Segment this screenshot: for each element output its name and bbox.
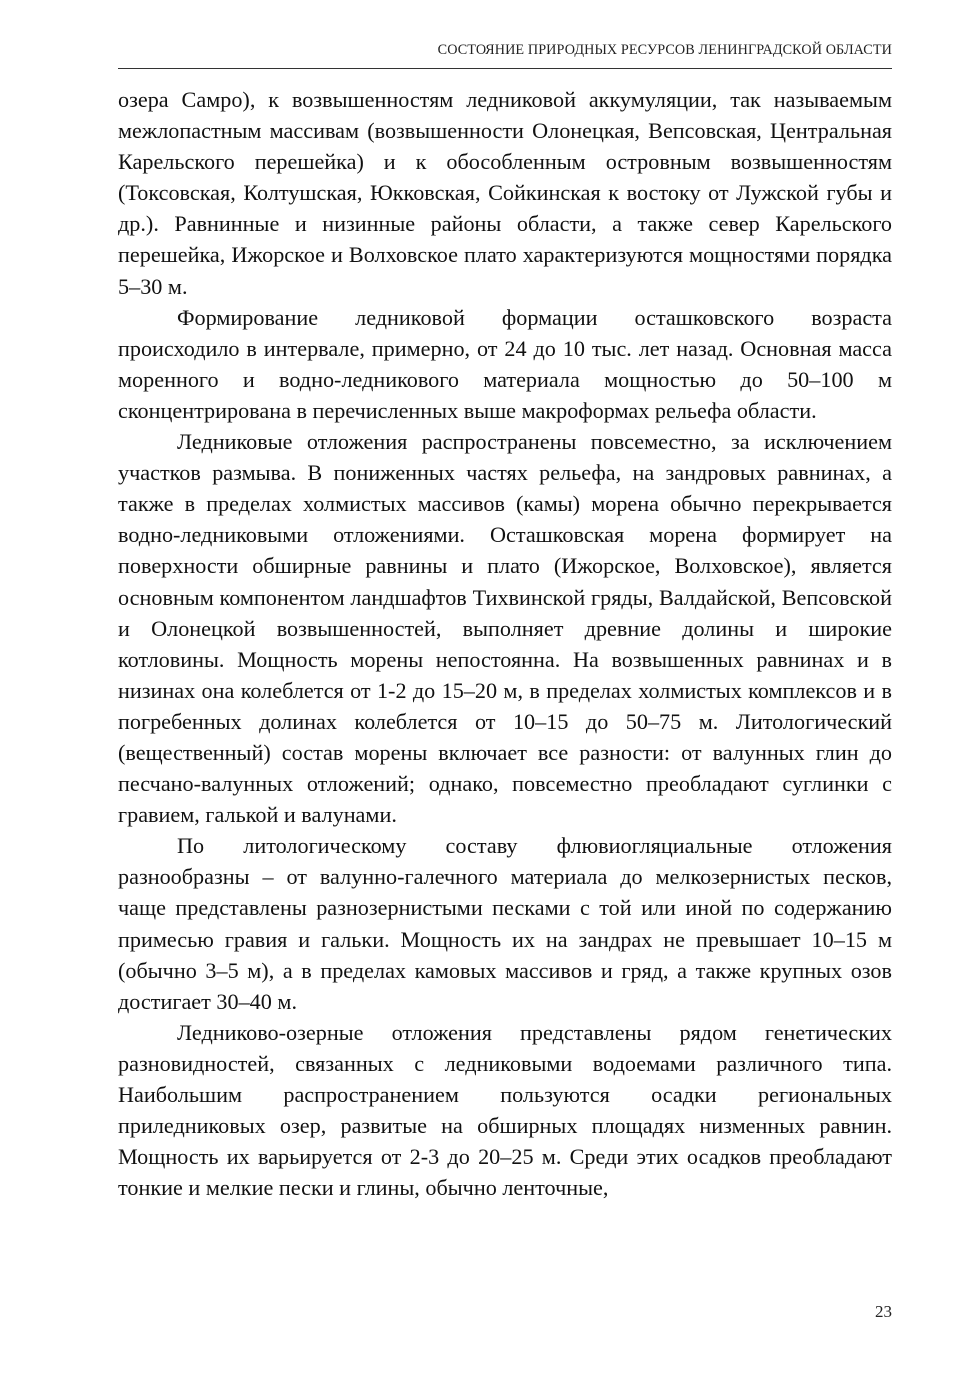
page-number: 23	[875, 1302, 892, 1321]
paragraph-glaciolacustrine-deposits: Ледниково-озерные отложения представлены рядом генетических разновидностей, связанных с ледниковыми водоемами различного типа. Наибольшим распространением пользуются осадки региональных приледниковых озер, развитые на обширных площадях низменных равнин. Мощность их варьируется от 2-3 до 20–25 м. Среди этих осадков преобладают тонкие и мелкие пески и глины, обычно ленточные,	[118, 1019, 892, 1201]
paragraph-fluvioglacial-deposits: По литологическому составу флювиогляциальные отложения разнообразны – от валунно-галечного материала до мелкозернистых песков, чаще представлены разнозернистыми песками с той или иной по содержанию примесью гравия и гальки. Мощность их на зандрах не превышает 10–15 м (обычно 3–5 м), а в пределах камовых массивов и гряд, а также крупных озов достигает 30–40 м.	[118, 833, 892, 1014]
body-text	[118, 84, 892, 1203]
running-header: СОСТОЯНИЕ ПРИРОДНЫХ РЕСУРСОВ ЛЕНИНГРАДСКОЙ ОБЛАСТИ	[437, 42, 892, 58]
paragraph-continuation: озера Самро), к возвышенностям ледниковой аккумуляции, так называемым межлопастным массивам (возвышенности Олонецкая, Вепсовская, Центральная Карельского перешейка) и к обособленным островным возвышенностям (Токсовская, Колтушская, Юкковская, Сойкинская к востоку от Лужской губы и др.). Равнинные и низинные районы области, а также север Карельского перешейка, Ижорское и Волховское плато характеризуются мощностями порядка 5–30 м.	[118, 87, 892, 299]
paragraph-formation: Формирование ледниковой формации осташковского возраста происходило в интервале, примерно, от 24 до 10 тыс. лет назад. Основная масса моренного и водно-ледникового материала мощностью до 50–100 м сконцентрирована в перечисленных выше макроформах рельефа области.	[118, 304, 892, 423]
header-divider	[118, 68, 892, 69]
paragraph-glacial-deposits: Ледниковые отложения распространены повсеместно, за исключением участков размыва. В пониженных частях рельефа, на зандровых равнинах, а также в пределах холмистых массивов (камы) морена обычно перекрывается водно-ледниковыми отложениями. Осташковская морена формирует на поверхности обширные равнины и плато (Ижорское, Волховское), является основным компонентом ландшафтов Тихвинской гряды, Валдайской, Вепсовской и Олонецкой возвышенностей, выполняет древние долины и широкие котловины. Мощность морены непостоянна. На возвышенных равнинах и в низинах она колеблется от 1-2 до 15–20 м, в пределах холмистых комплексов и в погребенных долинах колеблется от 10–15 до 50–75 м. Литологический (вещественный) состав морены включает все разности: от валунных глин до песчано-валунных отложений; однако, повсеместно преобладают суглинки с гравием, галькой и валунами.	[118, 429, 892, 828]
